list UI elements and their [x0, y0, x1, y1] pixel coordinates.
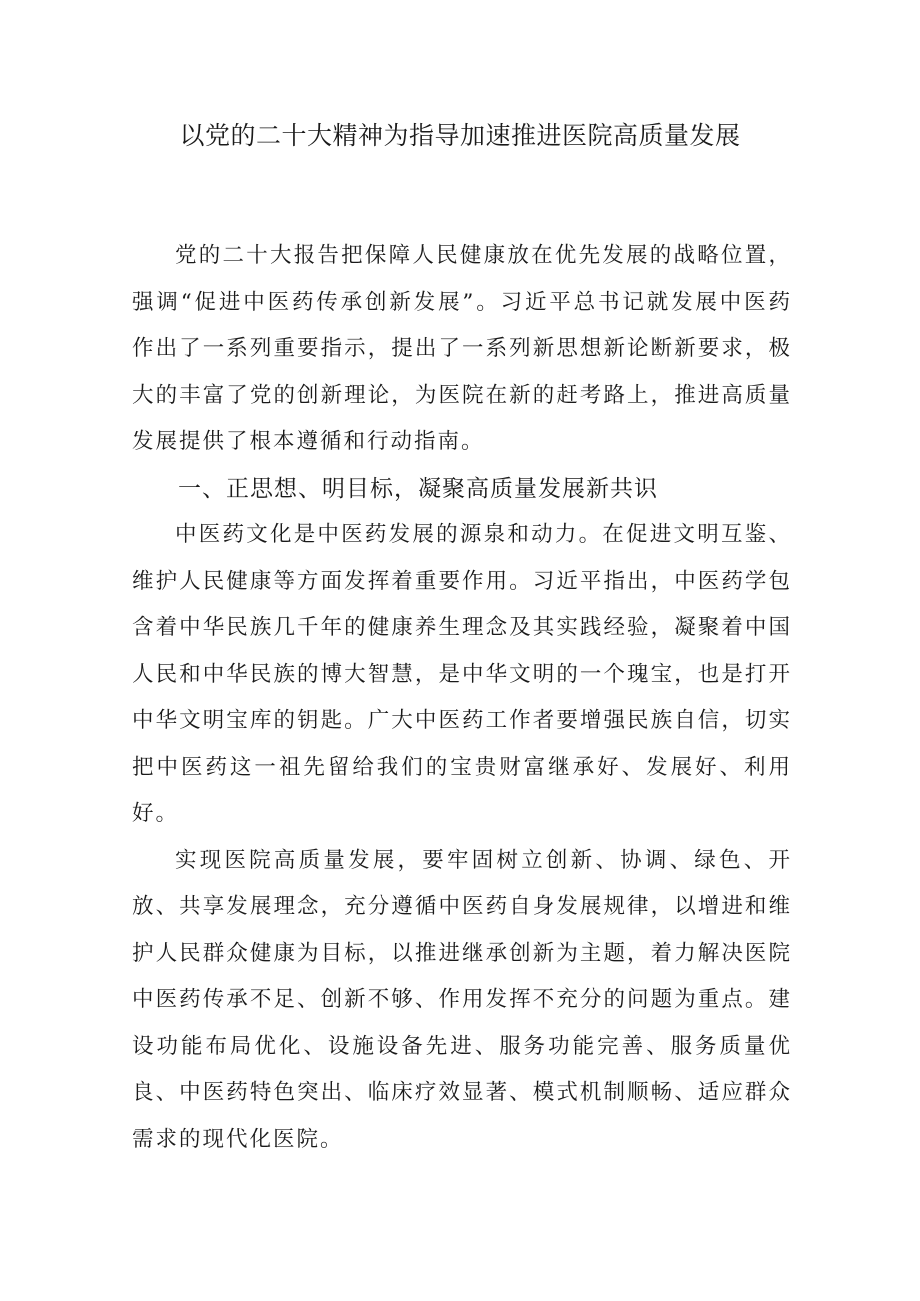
document-title: 以党的二十大精神为指导加速推进医院高质量发展: [179, 121, 741, 150]
section-heading: 一、正思想、明目标，凝聚高质量发展新共识: [178, 475, 658, 502]
body-paragraph: 实现医院高质量发展，要牢固树立创新、协调、绿色、开放、共享发展理念，充分遵循中医药自身发展规律，以增进和维护人民群众健康为目标，以推进继承创新为主题，着力解决医院中医药传承不足、创新不够、作用发挥不充分的问题为重点。建设功能布局优化、设施设备先进、服务功能完善、服务质量优良、中医药特色突出、临床疗效显著、模式机制顺畅、适应群众需求的现代化医院。: [132, 847, 792, 1152]
body-paragraph: 中医药文化是中医药发展的源泉和动力。在促进文明互鉴、维护人民健康等方面发挥着重要作用。习近平指出，中医药学包含着中华民族几千年的健康养生理念及其实践经验，凝聚着中国人民和中华民族的博大智慧，是中华文明的一个瑰宝，也是打开中华文明宝库的钥匙。广大中医药工作者要增强民族自信，切实把中医药这一祖先留给我们的宝贵财富继承好、发展好、利用好。: [132, 522, 792, 826]
document-body: [132, 233, 792, 1163]
intro-paragraph: 党的二十大报告把保障人民健康放在优先发展的战略位置，强调“促进中医药传承创新发展”。习近平总书记就发展中医药作出了一系列重要指示，提出了一系列新思想新论断新要求，极大的丰富了党的创新理论，为医院在新的赶考路上，推进高质量发展提供了根本遵循和行动指南。: [132, 243, 792, 454]
